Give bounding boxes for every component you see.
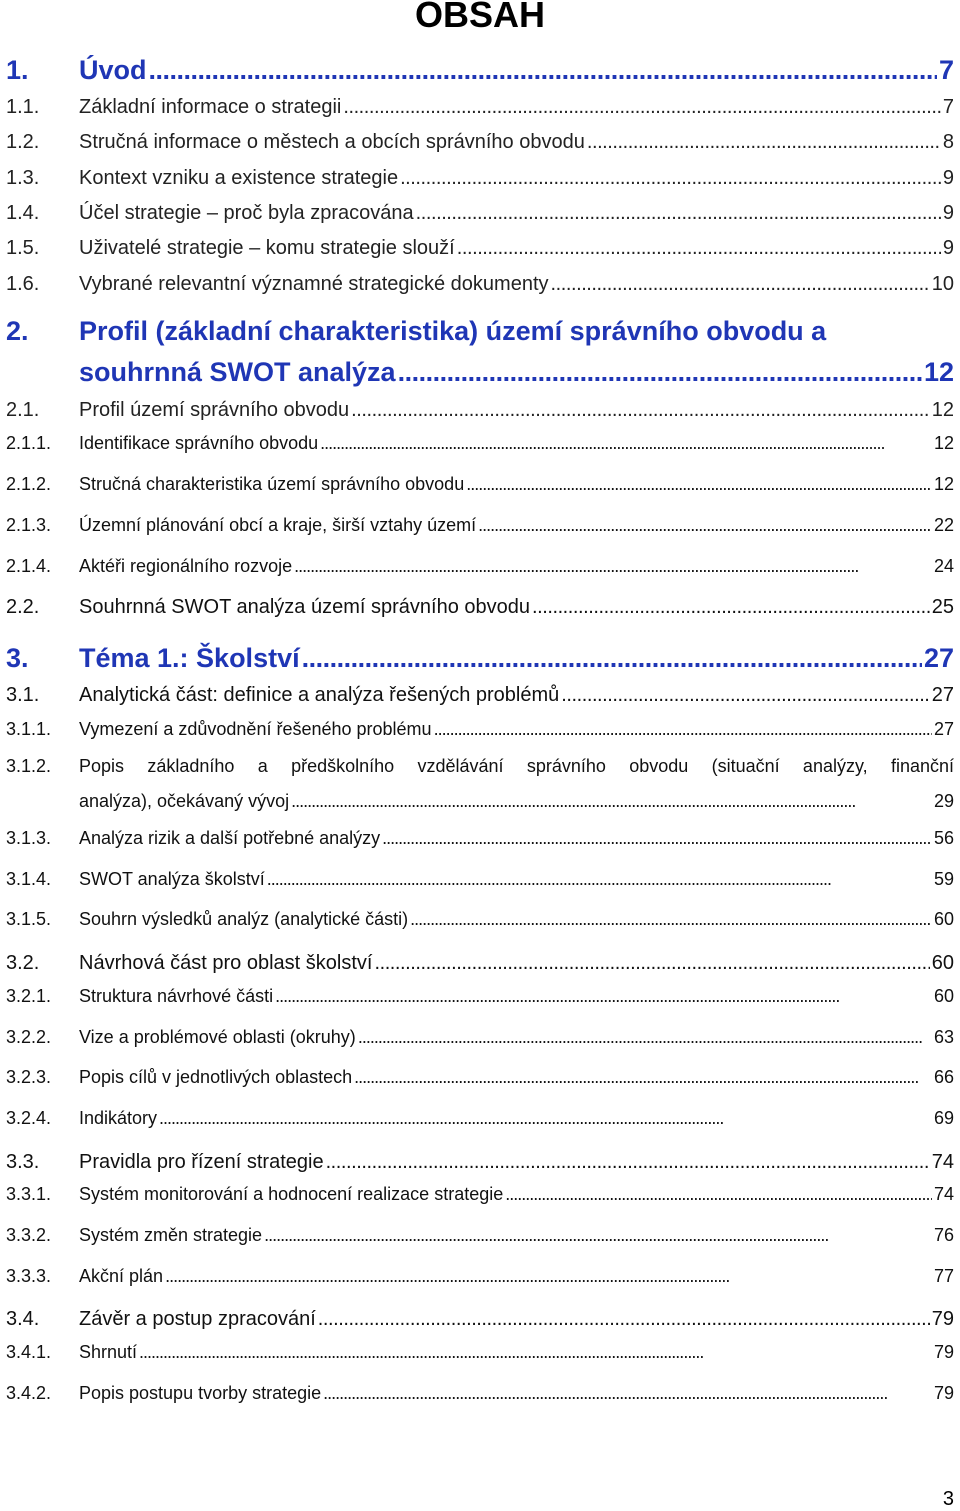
toc-title: Vybrané relevantní významné strategické dokumenty (79, 273, 549, 295)
toc-entry-1-1[interactable] (6, 93, 954, 119)
dot-leader (139, 1342, 932, 1363)
toc-number: 2.1. (6, 399, 40, 421)
toc-entry-3-2-1[interactable] (6, 983, 954, 1007)
dot-leader (343, 96, 941, 119)
dot-leader (551, 273, 930, 296)
toc-title: Téma 1.: Školství (79, 643, 300, 673)
toc-entry-3-2-2[interactable] (6, 1024, 954, 1048)
toc-number: 1.4. (6, 202, 40, 224)
toc-title: Systém monitorování a hodnocení realizace strategie (79, 1184, 504, 1204)
toc-title: Vymezení a zdůvodnění řešeného problému (79, 719, 432, 739)
dot-leader (532, 596, 930, 619)
toc-title-line-1: Popis základního a předškolního vzdělávání správního obvodu (situační analýzy, finanční (79, 756, 954, 776)
toc-entry-3-4[interactable] (6, 1303, 954, 1331)
toc-number: 3.3.1. (6, 1184, 52, 1204)
toc-title: Uživatelé strategie – komu strategie slouží (79, 237, 455, 259)
toc-number: 3.1.1. (6, 719, 52, 739)
toc-page: 7 (942, 96, 954, 118)
dot-leader (434, 719, 932, 740)
toc-page: 66 (933, 1067, 954, 1087)
dot-leader (400, 167, 941, 190)
dot-leader (351, 399, 930, 422)
toc-title-line-2: analýza), očekávaný vývoj (79, 791, 290, 811)
toc-page: 22 (933, 515, 954, 535)
toc-title: Popis postupu tvorby strategie (79, 1383, 322, 1403)
toc-entry-3-2[interactable] (6, 947, 954, 975)
toc-entry-3-1-2[interactable] (6, 756, 954, 812)
toc-page: 74 (933, 1184, 954, 1204)
toc-title: Struktura návrhové části (79, 986, 274, 1006)
toc-number: 3.1.3. (6, 828, 52, 848)
toc-number: 3.4.1. (6, 1342, 52, 1362)
toc-page: 10 (931, 273, 954, 295)
toc-entry-3-3-2[interactable] (6, 1222, 954, 1246)
toc-title: Aktéři regionálního rozvoje (79, 556, 293, 576)
toc-title: Pravidla pro řízení strategie (79, 1151, 324, 1173)
toc-page: 12 (933, 433, 954, 453)
toc-entry-2-1[interactable] (6, 396, 954, 422)
toc-page: 79 (931, 1308, 954, 1330)
toc-number: 3.1. (6, 684, 40, 706)
toc-number: 3.4.2. (6, 1383, 52, 1403)
dot-leader (398, 357, 922, 388)
toc-entry-3-3-3[interactable] (6, 1263, 954, 1287)
toc-number: 3.4. (6, 1308, 40, 1330)
toc-number: 3.2.4. (6, 1108, 52, 1128)
dot-leader (416, 202, 941, 225)
toc-page: 79 (933, 1342, 954, 1362)
dot-leader (149, 55, 937, 86)
toc-number: 2.2. (6, 596, 40, 618)
toc-entry-1-6[interactable] (6, 270, 954, 296)
dot-leader (466, 474, 932, 495)
toc-entry-3-4-1[interactable] (6, 1339, 954, 1363)
toc-title: Analytická část: definice a analýza řešených problémů (79, 684, 560, 706)
dot-leader (410, 909, 932, 930)
toc-page: 27 (923, 643, 954, 673)
toc-number: 3.2.2. (6, 1027, 52, 1047)
toc-title: Stručná informace o městech a obcích správního obvodu (79, 131, 585, 153)
toc-entry-3-3-1[interactable] (6, 1181, 954, 1205)
toc-entry-3-2-4[interactable] (6, 1105, 954, 1129)
toc-page: 77 (933, 1266, 954, 1286)
toc-number: 3.1.2. (6, 756, 52, 776)
dot-leader (382, 828, 932, 849)
toc-title: Návrhová část pro oblast školství (79, 952, 373, 974)
dot-leader (291, 791, 932, 812)
toc-title-line-2: souhrnná SWOT analýza (79, 357, 396, 387)
toc-page: 29 (933, 791, 954, 811)
dot-leader (302, 643, 922, 674)
toc-entry-1-3[interactable] (6, 164, 954, 190)
toc-entry-3-4-2[interactable] (6, 1380, 954, 1404)
toc-entry-2-1-4[interactable] (6, 553, 954, 577)
toc-title: Shrnutí (79, 1342, 138, 1362)
toc-title-line-1: Profil (základní charakteristika) území správního obvodu a (79, 316, 827, 346)
dot-leader (318, 1308, 930, 1331)
toc-number: 3.3.3. (6, 1266, 52, 1286)
toc-number: 3.2.3. (6, 1067, 52, 1087)
toc-entry-3-1-3[interactable] (6, 825, 954, 849)
toc-title: Závěr a postup zpracování (79, 1308, 316, 1330)
toc-entry-3-1[interactable] (6, 681, 954, 707)
dot-leader (505, 1184, 932, 1205)
toc-number: 3.1.4. (6, 869, 52, 889)
page-number: 3 (942, 1488, 954, 1510)
dot-leader (358, 1027, 932, 1048)
toc-number: 2. (6, 316, 29, 346)
dot-leader (264, 1225, 932, 1246)
toc-entry-2-2[interactable] (6, 593, 954, 619)
dot-leader (320, 433, 932, 454)
toc-entry-3-2-3[interactable] (6, 1064, 954, 1088)
dot-leader (354, 1067, 932, 1088)
toc-page: 60 (933, 909, 954, 929)
toc-number: 2.1.4. (6, 556, 52, 576)
dot-leader (457, 237, 941, 260)
toc-page: 12 (933, 474, 954, 494)
toc-entry-1-4[interactable] (6, 199, 954, 225)
dot-leader (275, 986, 932, 1007)
toc-entry-2[interactable] (6, 316, 954, 388)
toc-number: 3.3.2. (6, 1225, 52, 1245)
toc-entry-2-1-2[interactable] (6, 471, 954, 495)
toc-number: 1.3. (6, 167, 40, 189)
toc-page: 69 (933, 1108, 954, 1128)
toc-number: 3.2. (6, 952, 40, 974)
toc-page: 9 (942, 167, 954, 189)
toc-title: Systém změn strategie (79, 1225, 263, 1245)
toc-title: SWOT analýza školství (79, 869, 265, 889)
toc-title: Akční plán (79, 1266, 164, 1286)
toc-title: Základní informace o strategii (79, 96, 342, 118)
toc-entry-1[interactable] (6, 50, 954, 86)
dot-leader (374, 952, 929, 975)
toc-title: Stručná charakteristika území správního obvodu (79, 474, 465, 494)
dot-leader (165, 1266, 932, 1287)
toc-number: 2.1.2. (6, 474, 52, 494)
toc-page: 12 (931, 399, 954, 421)
toc-number: 3.1.5. (6, 909, 52, 929)
toc-page: 9 (942, 237, 954, 259)
dot-leader (323, 1383, 932, 1404)
toc-page: 9 (942, 202, 954, 224)
toc-title: Vize a problémové oblasti (okruhy) (79, 1027, 356, 1047)
toc-title: Kontext vzniku a existence strategie (79, 167, 399, 189)
toc-page: 60 (933, 986, 954, 1006)
toc-number: 2.1.3. (6, 515, 52, 535)
toc-page: 63 (933, 1027, 954, 1047)
toc-title: Souhrn výsledků analýz (analytické části) (79, 909, 409, 929)
toc-page: 60 (931, 952, 954, 974)
toc-entry-3-1-5[interactable] (6, 906, 954, 930)
toc-entry-3[interactable] (6, 638, 954, 674)
page-title: OBSAH (414, 0, 545, 35)
toc-entry-1-5[interactable] (6, 234, 954, 260)
toc-page: 79 (933, 1383, 954, 1403)
toc-title: Územní plánování obcí a kraje, širší vztahy území (79, 515, 477, 535)
dot-leader (294, 556, 932, 577)
toc-number: 1.6. (6, 273, 40, 295)
toc-title: Účel strategie – proč byla zpracována (79, 202, 414, 224)
toc-number: 1. (6, 55, 29, 85)
toc-title: Popis cílů v jednotlivých oblastech (79, 1067, 353, 1087)
toc-page: 76 (933, 1225, 954, 1245)
toc-title: Identifikace správního obvodu (79, 433, 319, 453)
toc-entry-2-1-1[interactable] (6, 430, 954, 454)
toc-title: Profil území správního obvodu (79, 399, 350, 421)
toc-entry-1-2[interactable] (6, 128, 954, 154)
dot-leader (326, 1151, 930, 1174)
toc-number: 3. (6, 643, 29, 673)
toc-title: Úvod (79, 55, 147, 85)
toc-page: 56 (933, 828, 954, 848)
toc-number: 1.1. (6, 96, 40, 118)
toc-entry-3-1-4[interactable] (6, 866, 954, 890)
toc-page: 59 (933, 869, 954, 889)
toc-page: 24 (933, 556, 954, 576)
dot-leader (159, 1108, 932, 1129)
toc-page: 7 (938, 55, 954, 85)
toc-entry-2-1-3[interactable] (6, 512, 954, 536)
dot-leader (561, 684, 929, 707)
toc-number: 3.3. (6, 1151, 40, 1173)
dot-leader (267, 869, 932, 890)
toc-title: Souhrnná SWOT analýza území správního obvodu (79, 596, 530, 618)
dot-leader (587, 131, 941, 154)
toc-title: Indikátory (79, 1108, 158, 1128)
toc-page: 12 (923, 357, 954, 387)
toc-page: 8 (942, 131, 954, 153)
toc-page: 74 (931, 1151, 954, 1173)
toc-number: 2.1.1. (6, 433, 52, 453)
toc-page: 25 (931, 596, 954, 618)
toc-entry-3-1-1[interactable] (6, 716, 954, 740)
toc-number: 3.2.1. (6, 986, 52, 1006)
toc-entry-3-3[interactable] (6, 1146, 954, 1174)
toc-title: Analýza rizik a další potřebné analýzy (79, 828, 381, 848)
dot-leader (478, 515, 932, 536)
toc-page: 27 (933, 719, 954, 739)
toc-page: 27 (931, 684, 954, 706)
toc-number: 1.5. (6, 237, 40, 259)
toc-number: 1.2. (6, 131, 40, 153)
